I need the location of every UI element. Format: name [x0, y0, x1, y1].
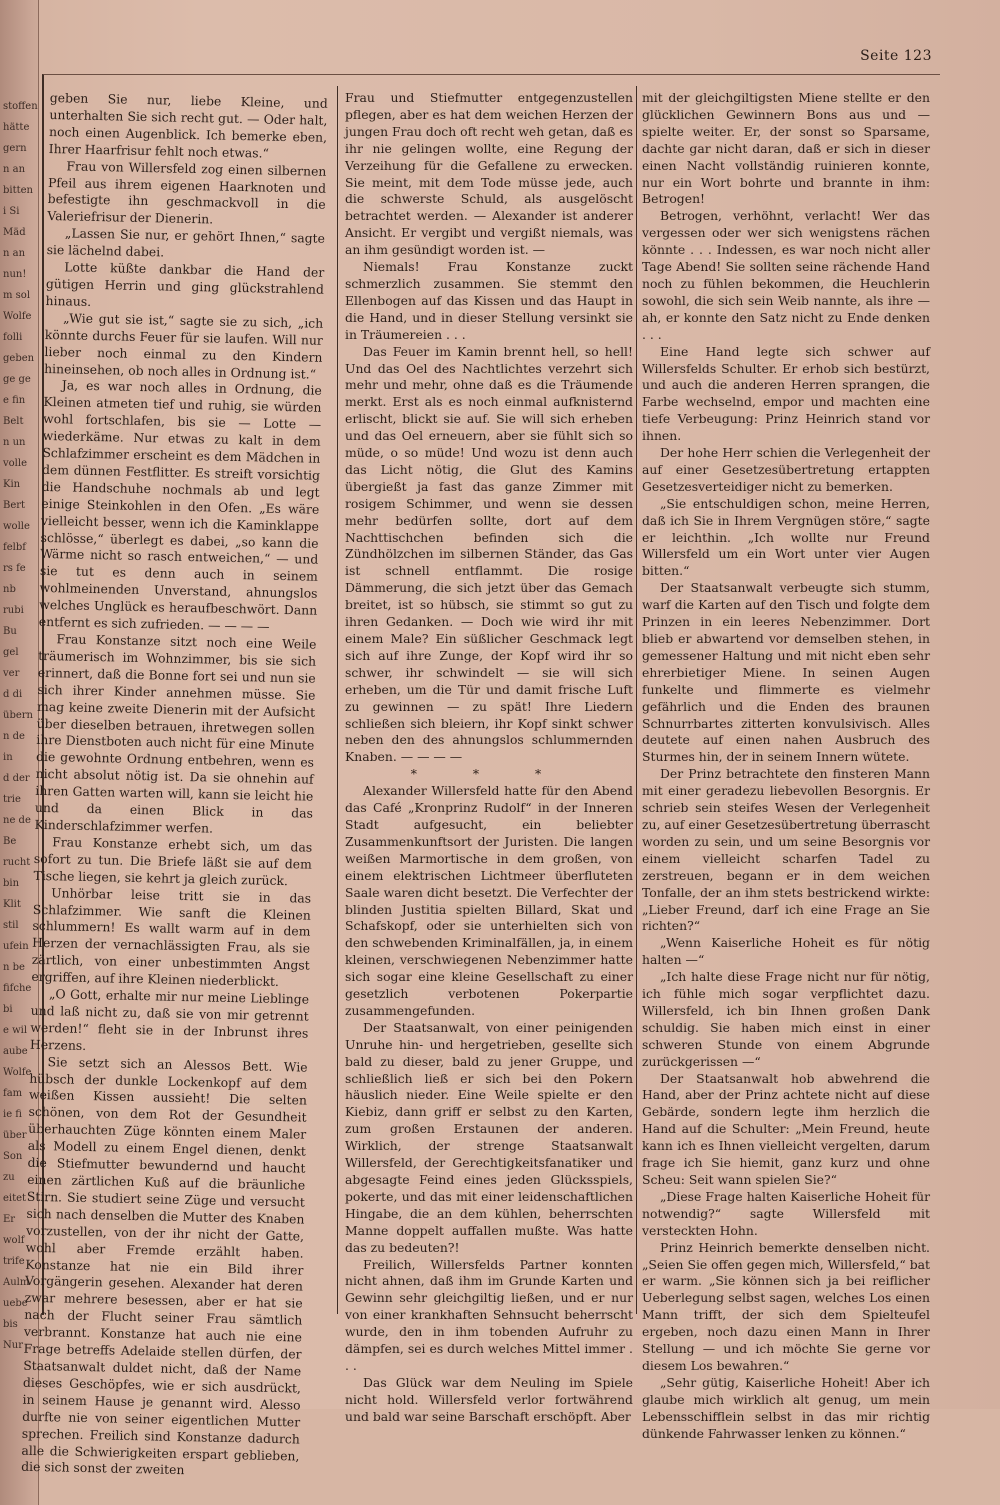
gutter-fragment: fifche [3, 983, 32, 994]
column-rule-2 [636, 86, 637, 1314]
gutter-fragment: m sol [3, 290, 31, 301]
gutter-fragment: über [3, 1130, 27, 1141]
gutter-fragment: n un [3, 437, 26, 448]
gutter-fragment: e fin [3, 395, 26, 406]
paragraph: Betrogen, verhöhnt, verlacht! Wer das vergessen oder wer sich wenigstens rächen könnte . . . Indessen, es war noch nicht aller Tage Abend! Sie sollten seine rächende Hand noch zu fühlen bekommen, die Heuchlerin sowohl, die sich sein Weib nannte, als ihre — ah, er konnte den Satz nicht zu Ende denken . . . [642, 208, 930, 342]
gutter-fragment: Bu [3, 626, 17, 637]
gutter-fragment: Aulm [3, 1277, 30, 1288]
gutter-fragment: übern [3, 710, 33, 721]
gutter-fragment: in [3, 752, 13, 763]
gutter-fragment: Belt [3, 416, 24, 427]
gutter-fragment: Wolfe [3, 1067, 32, 1078]
paragraph: Eine Hand legte sich schwer auf Willersfelds Schulter. Er erhob sich bestürzt, und auch die anderen Herren sprangen, die Farbe wechselnd, empor und machten eine tiefe Verbeugung: Prinz Heinrich stand vor ihnen. [642, 343, 930, 444]
gutter-fragment: n be [3, 962, 25, 973]
paragraph: Das Feuer im Kamin brennt hell, so hell! Und das Oel des Nachtlichtes verzehrt sich mehr und mehr, ohne daß es die Träumende merkt. Erst als es noch einmal aufknisternd erlischt, blickt sie auf. Sie will sich erheben und das Oel erneuern, aber sie fühlt sich so müde, o so müde! Und wozu ist denn auch das Licht nötig, die Glut des Kamins übergießt ja fast das ganze Zimmer mit rosigem Schimmer, und wenn sie dessen mehr bedürfen sollte, dort auf dem Nachttischchen befinden sich die Zündhölzchen im silbernen Ständer, das Gas ist schnell entflammt. Die rosige Dämmerung, die sich jetzt über das Gemach breitet, ist so hübsch, sie stimmt so gut zu ihren Gedanken. — Doch wie wird ihr mit einem Male? Ein süßlicher Geschmack legt sich auf ihre Zunge, der Kopf wird ihr so schwer, ihr schwindelt — sie will sich erheben, um die Tür und damit frische Luft zu gewinnen — zu spät! Ihre Liedern schließen sich bleiern, ihr Kopf sinkt schwer neben den des ahnungslos schlummernden Knaben. — — — — [345, 343, 633, 765]
gutter-fragment: ver [3, 668, 20, 679]
paragraph: mit der gleichgiltigsten Miene stellte er den glücklichen Gewinnern Bons aus und — spielte weiter. Er, der sonst so Sparsame, dachte gar nicht daran, daß er sich in dieser einen Nacht vollständig ruinieren konnte, nur ein Wort bohrte und brannte in ihm: Betrogen! [642, 90, 930, 207]
gutter-fragment: folli [3, 332, 23, 343]
gutter-fragment: Wolfe [3, 311, 32, 322]
gutter-fragment: i Si [3, 206, 20, 217]
paragraph: geben Sie nur, liebe Kleine, und unterhalten Sie sich recht gut. — Oder halt, noch einen Augenblick. Ich bemerke eben, Ihrer Haarfrisur fehlt noch etwas.“ [48, 90, 328, 161]
gutter-fragment: ufein [3, 941, 29, 952]
gutter-fragment: Bert [3, 500, 26, 511]
gutter-fragment: nun! [3, 269, 27, 280]
paragraph: Frau und Stiefmutter entgegenzustellen pflegen, aber es hat dem weichen Herzen der jungen Frau doch oft recht weh getan, daß es ihr nie gelingen wollte, eine Regung der Verzeihung für die Gefallene zu erwecken. Sie meint, mit dem Tode müsse jede, auch die schwerste Schuld, als ausgelöscht betrachtet werden. — Alexander ist anderer Ansicht. Er vergibt und vergißt niemals, was an ihm gesündigt worden ist. — [345, 90, 633, 258]
column-2 [345, 90, 633, 1424]
gutter-fragment: bis [3, 1319, 18, 1330]
paragraph: Das Glück war dem Neuling im Spiele nicht hold. Willersfeld verlor fortwährend und bald war seine Barschaft erschöpft. Aber [345, 1374, 633, 1424]
gutter-fragment: rubi [3, 605, 24, 616]
paragraph: Frau Konstanze erhebt sich, um das sofort zu tun. Die Briefe läßt sie auf dem Tische liegen, sie kehrt ja gleich zurück. [33, 834, 313, 888]
gutter-fragment: rs fe [3, 563, 26, 574]
gutter-fragment: Son [3, 1151, 23, 1162]
paragraph: Sie setzt sich an Alessos Bett. Wie hübsch der dunkle Lockenkopf auf dem weißen Kissen aussieht! Die selten schönen, von dem Rot der Gesundheit überhauchten Züge könnten einem Maler als Modell zu einem Engel dienen, denkt die Stiefmutter bewundernd und haucht einen zärtlichen Kuß auf die bräunliche Stirn. Sie studiert seine Züge und versucht sich nach denselben die Mutter des Knaben vorzustellen, von der ihr nicht der Gatte, wohl aber Fremde erzählt haben. Konstanze hat nie ein Bild ihrer Vorgängerin gesehen. Alexander hat deren zwar mehrere besessen, aber er hat sie nach der Flucht seiner Frau sämtlich verbrannt. Konstanze hat auch nie eine Frage betreffs Adelaide stellen dürfen, der Staatsanwalt duldet nicht, daß der Name dieses Geschöpfes, wie er sich ausdrückt, in seinem Hause je genannt wird. Alesso durfte nie von seiner eigentlichen Mutter sprechen. Freilich sind Konstanze dadurch alle die Schwierigkeiten erspart geblieben, die sich sonst der zweiten [21, 1053, 308, 1478]
paragraph: Alexander Willersfeld hatte für den Abend das Café „Kronprinz Rudolf“ in der Inneren Stadt aufgesucht, ein beliebter Zusammenkunftsort der Juristen. Die langen weißen Marmortische in dem großen, von einem elektrischen Lichtmeer überfluteten Saale waren dicht besetzt. Die Verfechter der blinden Justitia spielten Billard, Skat und Schafskopf, oder sie unterhielten sich von den schwebenden Kriminalfällen, ja, in einem kleinen, verschwiegenen Nebenzimmer hatte sich sogar eine kleine Gesellschaft zu einer gesetzlich verbotenen Pokerpartie zusammengefunden. [345, 783, 633, 1018]
gutter-fragment: gel [3, 647, 19, 658]
gutter-fragment: hätte [3, 122, 30, 133]
gutter-fragment: trie [3, 794, 21, 805]
column-3 [642, 90, 930, 1441]
gutter-fragment: gern [3, 143, 27, 154]
gutter-fragment: n an [3, 164, 26, 175]
paragraph: Der Prinz betrachtete den finsteren Mann mit einer geradezu liebevollen Besorgnis. Er schrieb sein steifes Wesen der Verlegenheit zu, auf einer Gesetzesübertretung überrascht worden zu sein, und um seine Besorgnis vor einem vielleicht scharfen Tadel zu zerstreuen, begann er in dem weichen Tonfalle, der an ihm stets bestrickend wirkte: „Lieber Freund, darf ich eine Frage an Sie richten?“ [642, 766, 930, 934]
gutter-fragment: bitten [3, 185, 33, 196]
gutter-fragment: Nur [3, 1340, 23, 1351]
paragraph: „Lassen Sie nur, er gehört Ihnen,“ sagte sie lächelnd dabei. [46, 225, 326, 260]
paragraph: „Sehr gütig, Kaiserliche Hoheit! Aber ich glaube mich wirklich alt genug, um mein Lebensschifflein selbst in das mir richtig dünkende Fahrwasser lenken zu können.“ [642, 1374, 930, 1441]
paragraph: Der Staatsanwalt verbeugte sich stumm, warf die Karten auf den Tisch und folgte dem Prinzen in ein leeres Nebenzimmer. Dort blieb er abwartend vor demselben stehen, in gemessener Haltung und mit nicht eben sehr ehrerbietiger Miene. In seinen Augen funkelte und flimmerte es vielmehr gefährlich und die Enden des braunen Schnurrbartes zitterten konvulsivisch. Alles deutete auf einen nahen Ausbruch des Sturmes hin, der in seinem Innern wütete. [642, 580, 930, 765]
gutter-fragment: aube [3, 1046, 28, 1057]
column-1 [21, 90, 328, 1478]
gutter-fragment: Er [3, 1214, 16, 1225]
gutter-fragment: nb [3, 584, 16, 595]
paragraph: Freilich, Willersfelds Partner konnten nicht ahnen, daß ihm im Grunde Karten und Gewinn sehr gleichgiltig ließen, und er nur von einer krankhaften Sehnsucht beherrscht wurde, den in ihm tobenden Aufruhr zu dämpfen, sei es durch welches Mittel immer . . . [345, 1256, 633, 1373]
gutter-fragment: fam [3, 1088, 23, 1099]
gutter-fragment: rucht [3, 857, 31, 868]
gutter-fragment: d der [3, 773, 30, 784]
gutter-fragment: Klit [3, 899, 21, 910]
paragraph: Der Staatsanwalt, von einer peinigenden Unruhe hin- und hergetrieben, gesellte sich bald zu dieser, bald zu jener Gruppe, und schließlich ließ er sich bei den Pokern häuslich nieder. Eine Weile spielte er den Kiebiz, dann griff er selbst zu den Karten, zum großen Erstaunen der anderen. Wirklich, der strenge Staatsanwalt Willersfeld, der Gerechtigkeitsfanatiker und abgesagte Feind eines jeden Glücksspiels, pokerte, und das mit einer leidenschaftlichen Hingabe, die an dem kühlen, beherrschten Manne doppelt auffallen mußte. Was hatte das zu bedeuten?! [345, 1019, 633, 1255]
gutter-fragment: eitet [3, 1193, 27, 1204]
paragraph: Unhörbar leise tritt sie in das Schlafzimmer. Wie sanft die Kleinen schlummern! Es wallt warm auf in dem Herzen der vernachlässigten Frau, als sie zärtlich, von einer unbestimmten Angst ergriffen, auf ihre Kleinen niederblickt. [31, 884, 312, 990]
gutter-fragment: felbf [3, 542, 26, 553]
page-number: Seite 123 [860, 48, 932, 64]
gutter-fragment: wolle [3, 521, 30, 532]
gutter-fragment: d di [3, 689, 23, 700]
gutter-fragment: bi [3, 1004, 13, 1015]
gutter-fragment: stil [3, 920, 19, 931]
gutter-fragment: uebe [3, 1298, 28, 1309]
gutter-fragment: trife [3, 1256, 25, 1267]
gutter-fragment: volle [3, 458, 27, 469]
paragraph: „Wenn Kaiserliche Hoheit es für nötig halten —“ [642, 935, 930, 968]
gutter-fragment: wolf [3, 1235, 25, 1246]
gutter-fragment: stoffen [3, 101, 38, 112]
paragraph: Frau von Willersfeld zog einen silbernen Pfeil aus ihrem eigenen Haarknoten und befestigte ihn geschmackvoll in die Valeriefrisur der Dienerin. [47, 157, 327, 227]
paragraph: „Diese Frage halten Kaiserliche Hoheit für notwendig?“ sagte Willersfeld mit versteckten Hohn. [642, 1188, 930, 1238]
gutter-fragment: ne de [3, 815, 31, 826]
paragraph: Frau Konstanze sitzt noch eine Weile träumerisch im Wohnzimmer, bis sie sich erinnert, daß die Bonne fort sei und nun sie sich ihrer Kinder annehmen müsse. Sie mag keine zweite Dienerin mit der Aufsicht über dieselben betrauen, ihretwegen sollen ihre Dienstboten auch nicht für eine Minute die gewohnte Ordnung entbehren, wenn es nicht absolut nötig ist. Da sie ohnehin auf ihren Gatten warten will, kann sie leicht hie und da einen Blick in das Kinderschlafzimmer werfen. [34, 631, 317, 836]
paragraph: „O Gott, erhalte mir nur meine Lieblinge und laß nicht zu, daß sie von mir getrennt werden!“ fleht sie in der Inbrunst ihres Herzens. [29, 986, 310, 1053]
paragraph: „Sie entschuldigen schon, meine Herren, daß ich Sie in Ihrem Vergnügen störe,“ sagte er leichthin. „Ich wollte nur Freund Willersfeld um ein Wort unter vier Augen bitten.“ [642, 495, 930, 579]
paragraph: Der Staatsanwalt hob abwehrend die Hand, aber der Prinz achtete nicht auf diese Gebärde, sondern legte ihm herzlich die Hand auf die Schulter: „Mein Freund, heute kann ich es Ihnen vielleicht vergelten, darum frage ich Sie hiemit, ganz kurz und ohne Scheu: Seit wann spielen Sie?“ [642, 1070, 930, 1187]
paragraph: Lotte küßte dankbar die Hand der gütigen Herrin und ging glückstrahlend hinaus. [45, 259, 325, 309]
gutter-fragment: geben [3, 353, 35, 364]
section-break: * * * [410, 766, 568, 782]
gutter-fragment: n an [3, 248, 26, 259]
gutter-fragment: ge ge [3, 374, 31, 385]
gutter-fragment: Kin [3, 479, 21, 490]
column-rule-1 [337, 86, 338, 1314]
paragraph: Ja, es war noch alles in Ordnung, die Kleinen atmeten tief und ruhig, sie würden wohl fortschlafen, bis sie — Lotte — wiederkäme. Nur etwas zu kalt in dem Schlafzimmer erscheint es dem Mädchen in dem dünnen Festflitter. Es streift vorsichtig die Handschuhe nochmals ab und legt einige Steinkohlen in den Ofen. „Es wäre vielleicht besser, wenn ich die Kaminklappe schlösse,“ überlegt es dabei, „so kann die Wärme nicht so rasch entweichen,“ — und sie tut es denn auch in seinem wohlmeinenden Unverstand, ahnungslos welches Unglück es heraufbeschwört. Dann entfernt es sich zufrieden. — — — — [38, 377, 322, 634]
gutter-fragment: n de [3, 731, 25, 742]
paragraph: Niemals! Frau Konstanze zuckt schmerzlich zusammen. Sie stemmt den Ellenbogen auf das Kissen und das Haupt in die Hand, und in dieser Stellung versinkt sie in Träumereien . . . [345, 259, 633, 342]
gutter-fragment: zu [3, 1172, 15, 1183]
gutter-fragment: Be [3, 836, 17, 847]
paragraph: „Ich halte diese Frage nicht nur für nötig, ich fühle mich sogar verpflichtet dazu. Willersfeld, ich bin Ihnen großen Dank schuldig. Sie haben mich einst in einer schweren Stunde von einem Abgrunde zurückgerissen —“ [642, 969, 930, 1069]
gutter-fragment: bin [3, 878, 20, 889]
gutter-fragment: ie fi [3, 1109, 22, 1120]
paragraph: Prinz Heinrich bemerkte denselben nicht. „Seien Sie offen gegen mich, Willersfeld,“ bat er warm. „Sie können sich ja bei reiflicher Ueberlegung selbst sagen, welches Los einen Mann trifft, der sich dem Spielteufel ergeben, noch dazu einen Mann in Ihrer Stellung — und ich möchte Sie gerne vor diesem Los bewahren.“ [642, 1239, 930, 1373]
paragraph: Der hohe Herr schien die Verlegenheit der auf einer Gesetzesübertretung ertappten Gesetzesverteidiger nicht zu bemerken. [642, 445, 930, 494]
paragraph: „Wie gut sie ist,“ sagte sie zu sich, „ich könnte durchs Feuer für sie laufen. Will nur lieber noch einmal zu den Kindern hineinsehen, ob noch alles in Ordnung ist.“ [44, 310, 324, 382]
gutter-fragment: Mäd [3, 227, 26, 238]
gutter-fragment: e wil [3, 1025, 28, 1036]
